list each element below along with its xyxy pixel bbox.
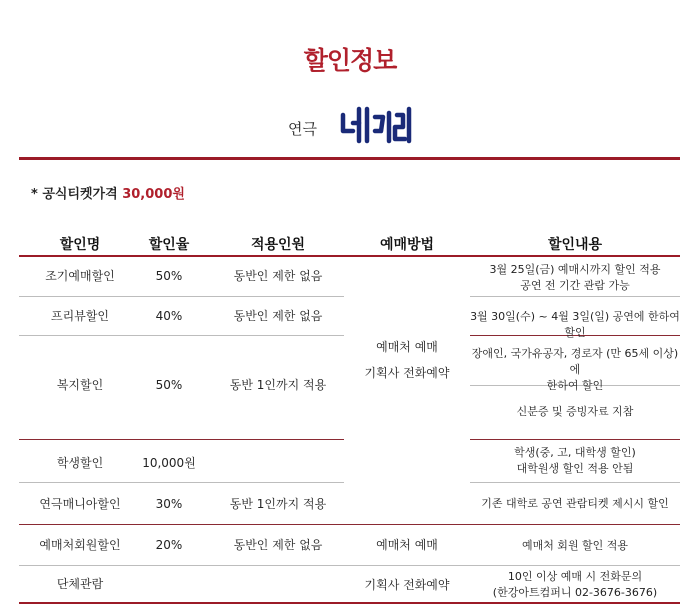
- row-divider: [19, 439, 344, 440]
- row-divider: [19, 565, 680, 566]
- header-booking-method: 예매방법: [379, 237, 435, 253]
- booking-method-group-3: 기획사 전화예약: [364, 578, 450, 592]
- table-row-2-rate: 40%: [155, 309, 183, 323]
- page-title: 할인정보: [303, 46, 397, 75]
- table-row-6-content: 예매처 회원 할인 적용: [521, 539, 629, 552]
- table-row-2-people: 동반인 제한 없음: [233, 309, 323, 323]
- table-row-6-name: 예매처회원할인: [39, 538, 121, 552]
- table-row-5-content: 기존 대학로 공연 관람티켓 제시시 할인: [481, 497, 669, 510]
- row-divider: [19, 482, 344, 483]
- header-discount-name: 할인명: [59, 237, 101, 253]
- booking-method-group-2: 예매처 예매: [376, 538, 438, 552]
- header-applicable-people: 적용인원: [250, 237, 306, 253]
- table-row-5-people: 동반 1인까지 적용: [229, 497, 327, 511]
- table-row-2-name: 프리뷰할인: [51, 309, 109, 323]
- table-row-4-content: 학생(중, 고, 대학생 할인) 대학원생 할인 적용 안됨: [514, 446, 636, 475]
- table-row-3-content: 장애인, 국가유공자, 경로자 (만 65세 이상)에 한하여 할인: [471, 347, 679, 392]
- row-divider: [19, 524, 680, 525]
- table-row-7-name: 단체관람: [56, 577, 104, 591]
- content-divider: [470, 296, 680, 297]
- table-bottom-rule: [19, 602, 680, 604]
- table-row-5-rate: 30%: [155, 497, 183, 511]
- official-price-value: 30,000원: [122, 187, 185, 202]
- booking-method-group-1: 예매처 예매 기획사 전화예약: [364, 340, 450, 380]
- table-header-rule: [19, 255, 680, 257]
- table-row-6-rate: 20%: [155, 538, 183, 552]
- price-note-label: * 공식티켓가격: [31, 187, 123, 202]
- table-row-3-rate: 50%: [155, 378, 183, 392]
- table-row-6-people: 동반인 제한 없음: [233, 538, 323, 552]
- table-row-4-rate: 10,000원: [142, 456, 196, 470]
- row-divider: [19, 296, 344, 297]
- play-logo: [337, 101, 417, 149]
- top-divider: [19, 157, 680, 160]
- table-row-1-name: 조기예매할인: [45, 269, 115, 283]
- table-row-7-content: 10인 이상 예매 시 전화문의 (한강아트컴퍼니 02-3676-3676): [492, 570, 658, 599]
- header-discount-rate: 할인율: [148, 237, 190, 253]
- table-row-2-content: 3월 30일(수) ~ 4월 3일(일) 공연에 한하여 할인: [470, 310, 680, 339]
- row-divider: [19, 335, 344, 336]
- table-row-1-people: 동반인 제한 없음: [233, 269, 323, 283]
- play-genre-label: 연극: [288, 120, 317, 138]
- content-divider: [470, 482, 680, 483]
- table-row-3-content-note: 신분증 및 증빙자료 지참: [516, 405, 634, 418]
- official-price-note: [31, 183, 185, 202]
- header-discount-content: 할인내용: [547, 237, 603, 253]
- table-row-3-people: 동반 1인까지 적용: [229, 378, 327, 392]
- table-row-5-name: 연극매니아할인: [39, 497, 121, 511]
- table-row-4-name: 학생할인: [56, 456, 104, 470]
- table-row-1-rate: 50%: [155, 269, 183, 283]
- table-row-3-name: 복지할인: [56, 378, 104, 392]
- table-row-1-content: 3월 25일(금) 예매시까지 할인 적용 공연 전 기간 관람 가능: [489, 263, 661, 292]
- content-divider: [470, 439, 680, 440]
